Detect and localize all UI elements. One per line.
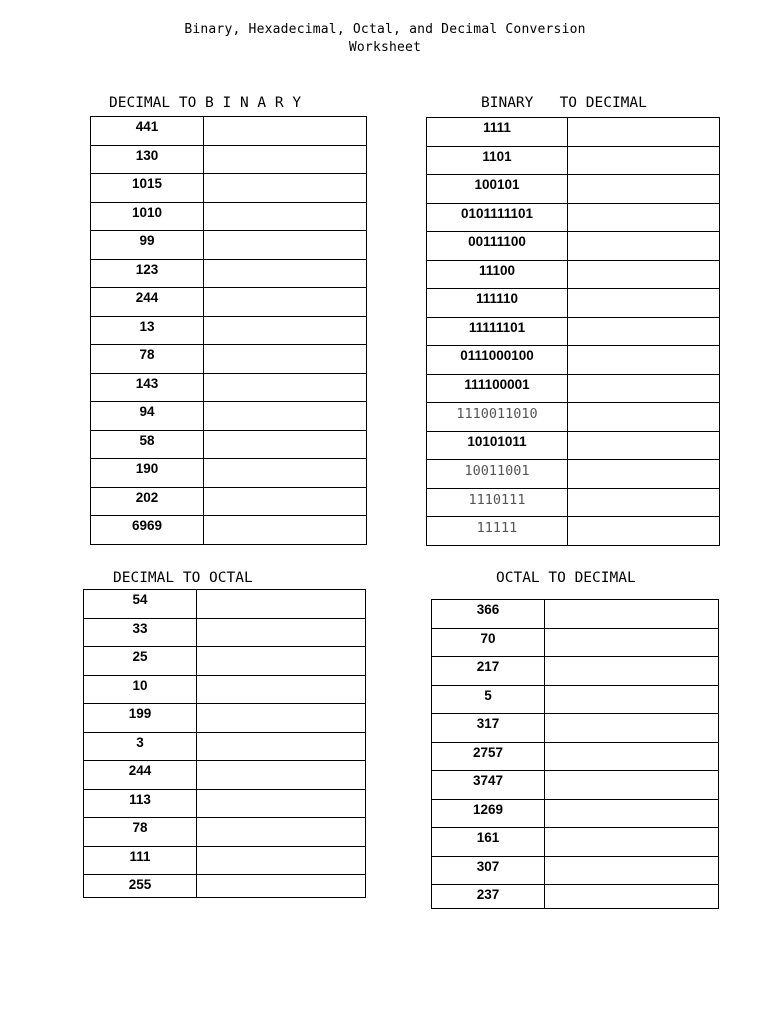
- given-value-cell: 317: [432, 714, 545, 743]
- answer-cell[interactable]: [204, 288, 367, 317]
- table-row: [427, 460, 720, 489]
- table-row: [427, 175, 720, 204]
- table-row: [84, 789, 366, 818]
- given-value-cell: 3: [84, 732, 197, 761]
- title-line-2: Worksheet: [348, 40, 422, 55]
- table-row: [432, 856, 719, 885]
- given-value-cell: 199: [84, 704, 197, 733]
- given-value-cell: 1101: [427, 146, 568, 175]
- answer-cell[interactable]: [568, 289, 720, 318]
- answer-cell[interactable]: [568, 203, 720, 232]
- given-value-cell: 244: [91, 288, 204, 317]
- decimal-to-binary-heading: DECIMAL TO B I N A R Y: [109, 95, 302, 111]
- answer-cell[interactable]: [568, 431, 720, 460]
- answer-cell[interactable]: [204, 516, 367, 545]
- answer-cell[interactable]: [568, 146, 720, 175]
- answer-cell[interactable]: [568, 175, 720, 204]
- answer-cell[interactable]: [545, 856, 719, 885]
- table-row: [91, 430, 367, 459]
- answer-cell[interactable]: [568, 517, 720, 546]
- table-row: [427, 118, 720, 147]
- table-row: [84, 875, 366, 898]
- table-row: [427, 517, 720, 546]
- given-value-cell: 6969: [91, 516, 204, 545]
- answer-cell[interactable]: [204, 459, 367, 488]
- table-row: [432, 799, 719, 828]
- table-row: [84, 704, 366, 733]
- answer-cell[interactable]: [568, 260, 720, 289]
- table-row: [91, 345, 367, 374]
- given-value-cell: 237: [432, 885, 545, 909]
- given-value-cell: 70: [432, 628, 545, 657]
- given-value-cell: 11111101: [427, 317, 568, 346]
- given-value-cell: 58: [91, 430, 204, 459]
- given-value-cell: 10011001: [427, 460, 568, 489]
- table-row: [427, 203, 720, 232]
- binary-to-decimal-heading: BINARY TO DECIMAL: [481, 95, 647, 111]
- answer-cell[interactable]: [204, 430, 367, 459]
- answer-cell[interactable]: [568, 346, 720, 375]
- table-row: [427, 403, 720, 432]
- answer-cell[interactable]: [545, 885, 719, 909]
- given-value-cell: 123: [91, 259, 204, 288]
- answer-cell[interactable]: [568, 488, 720, 517]
- octal-to-decimal-heading: OCTAL TO DECIMAL: [496, 570, 636, 586]
- given-value-cell: 10101011: [427, 431, 568, 460]
- answer-cell[interactable]: [545, 657, 719, 686]
- given-value-cell: 33: [84, 618, 197, 647]
- answer-cell[interactable]: [197, 590, 366, 619]
- given-value-cell: 143: [91, 373, 204, 402]
- table-row: [91, 117, 367, 146]
- table-row: [432, 600, 719, 629]
- given-value-cell: 3747: [432, 771, 545, 800]
- answer-cell[interactable]: [545, 685, 719, 714]
- given-value-cell: 100101: [427, 175, 568, 204]
- answer-cell[interactable]: [197, 789, 366, 818]
- table-row: [427, 346, 720, 375]
- table-row: [427, 146, 720, 175]
- answer-cell[interactable]: [197, 875, 366, 898]
- table-row: [432, 742, 719, 771]
- table-row: [91, 373, 367, 402]
- given-value-cell: 111: [84, 846, 197, 875]
- table-row: [432, 885, 719, 909]
- decimal-to-octal-heading: DECIMAL TO OCTAL: [113, 570, 253, 586]
- answer-cell[interactable]: [204, 202, 367, 231]
- binary-to-decimal-table: [426, 117, 720, 546]
- table-row: [91, 174, 367, 203]
- given-value-cell: 13: [91, 316, 204, 345]
- answer-cell[interactable]: [545, 628, 719, 657]
- given-value-cell: 111100001: [427, 374, 568, 403]
- table-row: [432, 628, 719, 657]
- given-value-cell: 307: [432, 856, 545, 885]
- answer-cell[interactable]: [197, 675, 366, 704]
- given-value-cell: 5: [432, 685, 545, 714]
- table-row: [84, 818, 366, 847]
- given-value-cell: 255: [84, 875, 197, 898]
- answer-cell[interactable]: [197, 846, 366, 875]
- table-row: [91, 145, 367, 174]
- given-value-cell: 202: [91, 487, 204, 516]
- answer-cell[interactable]: [568, 232, 720, 261]
- given-value-cell: 1110111: [427, 488, 568, 517]
- table-row: [84, 761, 366, 790]
- table-row: [91, 202, 367, 231]
- answer-cell[interactable]: [545, 600, 719, 629]
- table-row: [432, 771, 719, 800]
- answer-cell[interactable]: [204, 145, 367, 174]
- given-value-cell: 130: [91, 145, 204, 174]
- table-row: [432, 685, 719, 714]
- answer-cell[interactable]: [197, 647, 366, 676]
- answer-cell[interactable]: [204, 402, 367, 431]
- table-row: [91, 487, 367, 516]
- table-row: [91, 231, 367, 260]
- given-value-cell: 94: [91, 402, 204, 431]
- given-value-cell: 113: [84, 789, 197, 818]
- given-value-cell: 25: [84, 647, 197, 676]
- given-value-cell: 0101111101: [427, 203, 568, 232]
- octal-to-decimal-table: [431, 599, 719, 909]
- given-value-cell: 1010: [91, 202, 204, 231]
- answer-cell[interactable]: [197, 618, 366, 647]
- table-row: [91, 459, 367, 488]
- answer-cell[interactable]: [197, 818, 366, 847]
- given-value-cell: 366: [432, 600, 545, 629]
- answer-cell[interactable]: [204, 231, 367, 260]
- answer-cell[interactable]: [204, 373, 367, 402]
- table-row: [91, 516, 367, 545]
- table-row: [84, 618, 366, 647]
- answer-cell[interactable]: [545, 799, 719, 828]
- answer-cell[interactable]: [568, 403, 720, 432]
- decimal-to-octal-table: [83, 589, 366, 898]
- worksheet-title: [0, 21, 768, 57]
- table-row: [427, 232, 720, 261]
- table-row: [91, 316, 367, 345]
- answer-cell[interactable]: [568, 374, 720, 403]
- answer-cell[interactable]: [545, 828, 719, 857]
- answer-cell[interactable]: [204, 174, 367, 203]
- given-value-cell: 111110: [427, 289, 568, 318]
- table-row: [432, 657, 719, 686]
- answer-cell[interactable]: [568, 460, 720, 489]
- table-row: [432, 714, 719, 743]
- table-row: [91, 288, 367, 317]
- table-row: [84, 590, 366, 619]
- table-row: [427, 289, 720, 318]
- given-value-cell: 161: [432, 828, 545, 857]
- given-value-cell: 10: [84, 675, 197, 704]
- given-value-cell: 0111000100: [427, 346, 568, 375]
- table-row: [84, 647, 366, 676]
- answer-cell[interactable]: [204, 487, 367, 516]
- given-value-cell: 1110011010: [427, 403, 568, 432]
- given-value-cell: 2757: [432, 742, 545, 771]
- given-value-cell: 1015: [91, 174, 204, 203]
- answer-cell[interactable]: [197, 761, 366, 790]
- answer-cell[interactable]: [545, 714, 719, 743]
- table-row: [427, 317, 720, 346]
- table-row: [91, 259, 367, 288]
- table-row: [84, 846, 366, 875]
- table-row: [91, 402, 367, 431]
- given-value-cell: 217: [432, 657, 545, 686]
- answer-cell[interactable]: [545, 771, 719, 800]
- table-row: [84, 675, 366, 704]
- given-value-cell: 11100: [427, 260, 568, 289]
- given-value-cell: 78: [84, 818, 197, 847]
- given-value-cell: 54: [84, 590, 197, 619]
- given-value-cell: 99: [91, 231, 204, 260]
- answer-cell[interactable]: [568, 317, 720, 346]
- given-value-cell: 1269: [432, 799, 545, 828]
- answer-cell[interactable]: [204, 259, 367, 288]
- table-row: [427, 374, 720, 403]
- table-row: [84, 732, 366, 761]
- given-value-cell: 244: [84, 761, 197, 790]
- given-value-cell: 78: [91, 345, 204, 374]
- table-row: [432, 828, 719, 857]
- answer-cell[interactable]: [204, 345, 367, 374]
- title-line-1: Binary, Hexadecimal, Octal, and Decimal Conversion: [184, 22, 586, 37]
- table-row: [427, 431, 720, 460]
- table-row: [427, 488, 720, 517]
- answer-cell[interactable]: [204, 117, 367, 146]
- given-value-cell: 11111: [427, 517, 568, 546]
- table-row: [427, 260, 720, 289]
- answer-cell[interactable]: [568, 118, 720, 147]
- answer-cell[interactable]: [197, 704, 366, 733]
- given-value-cell: 441: [91, 117, 204, 146]
- decimal-to-binary-table: [90, 116, 367, 545]
- given-value-cell: 1111: [427, 118, 568, 147]
- answer-cell[interactable]: [545, 742, 719, 771]
- given-value-cell: 00111100: [427, 232, 568, 261]
- given-value-cell: 190: [91, 459, 204, 488]
- answer-cell[interactable]: [197, 732, 366, 761]
- answer-cell[interactable]: [204, 316, 367, 345]
